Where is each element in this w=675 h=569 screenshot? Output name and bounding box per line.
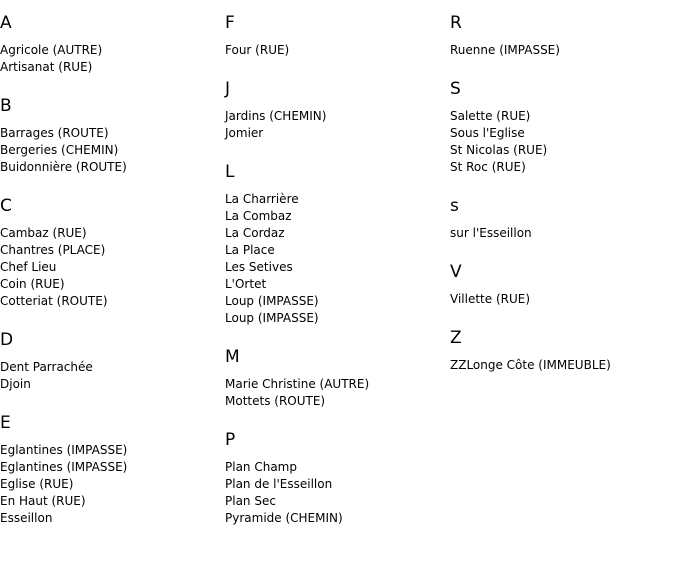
street-link[interactable]: Dent Parrachée — [0, 360, 93, 374]
street-link[interactable]: Chantres (PLACE) — [0, 243, 106, 257]
street-link[interactable]: Les Setives — [225, 260, 293, 274]
street-link[interactable]: Loup (IMPASSE) — [225, 311, 319, 325]
letter-heading: R — [450, 13, 462, 33]
street-list — [225, 42, 445, 59]
street-list — [225, 191, 445, 327]
street-link[interactable]: Plan de l'Esseillon — [225, 477, 333, 491]
index-column — [225, 0, 445, 527]
street-link[interactable]: Cotteriat (ROUTE) — [0, 294, 108, 308]
street-list — [450, 291, 670, 308]
letter-group — [450, 13, 670, 59]
street-link[interactable]: Eglise (RUE) — [0, 477, 74, 491]
street-link[interactable]: Sous l'Eglise — [450, 126, 525, 140]
letter-heading: Z — [450, 328, 462, 348]
street-link[interactable]: Coin (RUE) — [0, 277, 65, 291]
street-list — [0, 42, 220, 76]
letter-heading: E — [0, 413, 11, 433]
street-list — [0, 359, 220, 393]
street-link[interactable]: Eglantines (IMPASSE) — [0, 460, 128, 474]
letter-group — [225, 13, 445, 59]
letter-heading: P — [225, 430, 236, 450]
street-link[interactable]: Agricole (AUTRE) — [0, 43, 103, 57]
street-link[interactable]: ZZLonge Côte (IMMEUBLE) — [450, 358, 611, 372]
street-link[interactable]: Villette (RUE) — [450, 292, 531, 306]
letter-group — [0, 413, 220, 527]
street-link[interactable]: La Combaz — [225, 209, 292, 223]
letter-group — [450, 262, 670, 308]
letter-group — [225, 347, 445, 410]
street-link[interactable]: Ruenne (IMPASSE) — [450, 43, 560, 57]
letter-heading: S — [450, 79, 461, 99]
street-link[interactable]: Jomier — [225, 126, 264, 140]
street-link[interactable]: L'Ortet — [225, 277, 267, 291]
street-list — [0, 225, 220, 310]
street-link[interactable]: Artisanat (RUE) — [0, 60, 93, 74]
street-link[interactable]: Mottets (ROUTE) — [225, 394, 326, 408]
street-link[interactable]: Plan Sec — [225, 494, 276, 508]
street-link[interactable]: La Place — [225, 243, 275, 257]
street-list — [0, 442, 220, 527]
street-link[interactable]: Barrages (ROUTE) — [0, 126, 109, 140]
street-list — [225, 459, 445, 527]
street-link[interactable]: Four (RUE) — [225, 43, 290, 57]
street-link[interactable]: Esseillon — [0, 511, 53, 525]
street-link[interactable]: Jardins (CHEMIN) — [225, 109, 327, 123]
street-link[interactable]: Eglantines (IMPASSE) — [0, 443, 128, 457]
letter-heading: s — [450, 196, 459, 216]
street-link[interactable]: St Nicolas (RUE) — [450, 143, 548, 157]
street-list — [450, 42, 670, 59]
street-link[interactable]: La Charrière — [225, 192, 299, 206]
letter-group — [225, 162, 445, 327]
street-link[interactable]: La Cordaz — [225, 226, 285, 240]
letter-group — [225, 79, 445, 142]
letter-group — [0, 196, 220, 310]
street-list — [450, 108, 670, 176]
street-link[interactable]: Plan Champ — [225, 460, 297, 474]
letter-group — [450, 79, 670, 176]
letter-group — [0, 330, 220, 393]
street-list — [450, 357, 670, 374]
street-link[interactable]: Salette (RUE) — [450, 109, 531, 123]
letter-group — [0, 96, 220, 176]
letter-group — [0, 13, 220, 76]
letter-heading: L — [225, 162, 235, 182]
street-link[interactable]: Djoin — [0, 377, 31, 391]
street-link[interactable]: Bergeries (CHEMIN) — [0, 143, 119, 157]
street-link[interactable]: Buidonnière (ROUTE) — [0, 160, 127, 174]
letter-heading: M — [225, 347, 240, 367]
letter-group — [450, 328, 670, 374]
street-list — [0, 125, 220, 176]
street-link[interactable]: Marie Christine (AUTRE) — [225, 377, 370, 391]
letter-heading: D — [0, 330, 14, 350]
letter-heading: F — [225, 13, 235, 33]
letter-heading: J — [225, 79, 231, 99]
letter-group — [225, 430, 445, 527]
letter-heading: C — [0, 196, 12, 216]
street-list — [225, 108, 445, 142]
street-list — [225, 376, 445, 410]
street-link[interactable]: Cambaz (RUE) — [0, 226, 87, 240]
street-link[interactable]: En Haut (RUE) — [0, 494, 86, 508]
street-link[interactable]: Loup (IMPASSE) — [225, 294, 319, 308]
index-column — [450, 0, 670, 374]
street-link[interactable]: sur l'Esseillon — [450, 226, 532, 240]
street-link[interactable]: Chef Lieu — [0, 260, 57, 274]
street-link[interactable]: St Roc (RUE) — [450, 160, 526, 174]
street-link[interactable]: Pyramide (CHEMIN) — [225, 511, 343, 525]
letter-heading: V — [450, 262, 462, 282]
letter-group — [450, 196, 670, 242]
street-list — [450, 225, 670, 242]
index-column — [0, 0, 220, 527]
letter-heading: B — [0, 96, 12, 116]
letter-heading: A — [0, 13, 12, 33]
